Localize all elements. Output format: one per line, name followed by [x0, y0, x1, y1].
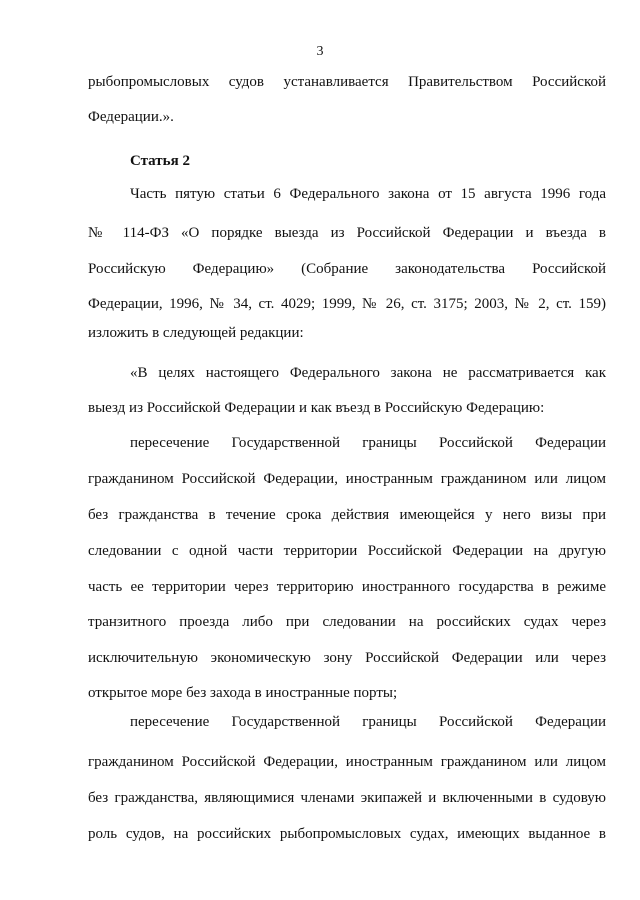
article-heading: Статья 2 [130, 153, 190, 169]
text-line: следовании с одной части территории Российской Федерации на другую [88, 543, 606, 559]
paragraph-first-line: «В целях настоящего Федерального закона не рассматривается как [130, 365, 606, 381]
paragraph-first-line: пересечение Государственной границы Российской Федерации [130, 714, 606, 730]
text-line: роль судов, на российских рыбопромысловых судах, имеющих выданное в [88, 826, 606, 842]
text-line: гражданином Российской Федерации, иностранным гражданином или лицом [88, 471, 606, 487]
page-number: 3 [316, 44, 324, 59]
text-line: выезд из Российской Федерации и как въезд в Российскую Федерацию: [88, 400, 545, 416]
text-line: № 114-ФЗ «О порядке выезда из Российской Федерации и въезда в [88, 225, 606, 241]
text-line: Федерации, 1996, № 34, ст. 4029; 1999, № 26, ст. 3175; 2003, № 2, ст. 159) [88, 296, 606, 312]
text-line: изложить в следующей редакции: [88, 325, 304, 341]
text-line: Российскую Федерацию» (Собрание законодательства Российской [88, 261, 606, 277]
text-line: гражданином Российской Федерации, иностранным гражданином или лицом [88, 754, 606, 770]
text-line: часть ее территории через территорию иностранного государства в режиме [88, 579, 606, 595]
text-line: открытое море без захода в иностранные порты; [88, 685, 398, 701]
text-line: исключительную экономическую зону Российской Федерации или через [88, 650, 606, 666]
text-line: без гражданства, являющимися членами экипажей и включенными в судовую [88, 790, 606, 806]
paragraph-first-line: пересечение Государственной границы Российской Федерации [130, 435, 606, 451]
text-line: рыбопромысловых судов устанавливается Правительством Российской [88, 74, 606, 90]
paragraph-first-line: Часть пятую статьи 6 Федерального закона от 15 августа 1996 года [130, 186, 606, 202]
text-line: без гражданства в течение срока действия имеющейся у него визы при [88, 507, 606, 523]
text-line: транзитного проезда либо при следовании на российских судах через [88, 614, 606, 630]
text-line: Федерации.». [88, 109, 174, 125]
